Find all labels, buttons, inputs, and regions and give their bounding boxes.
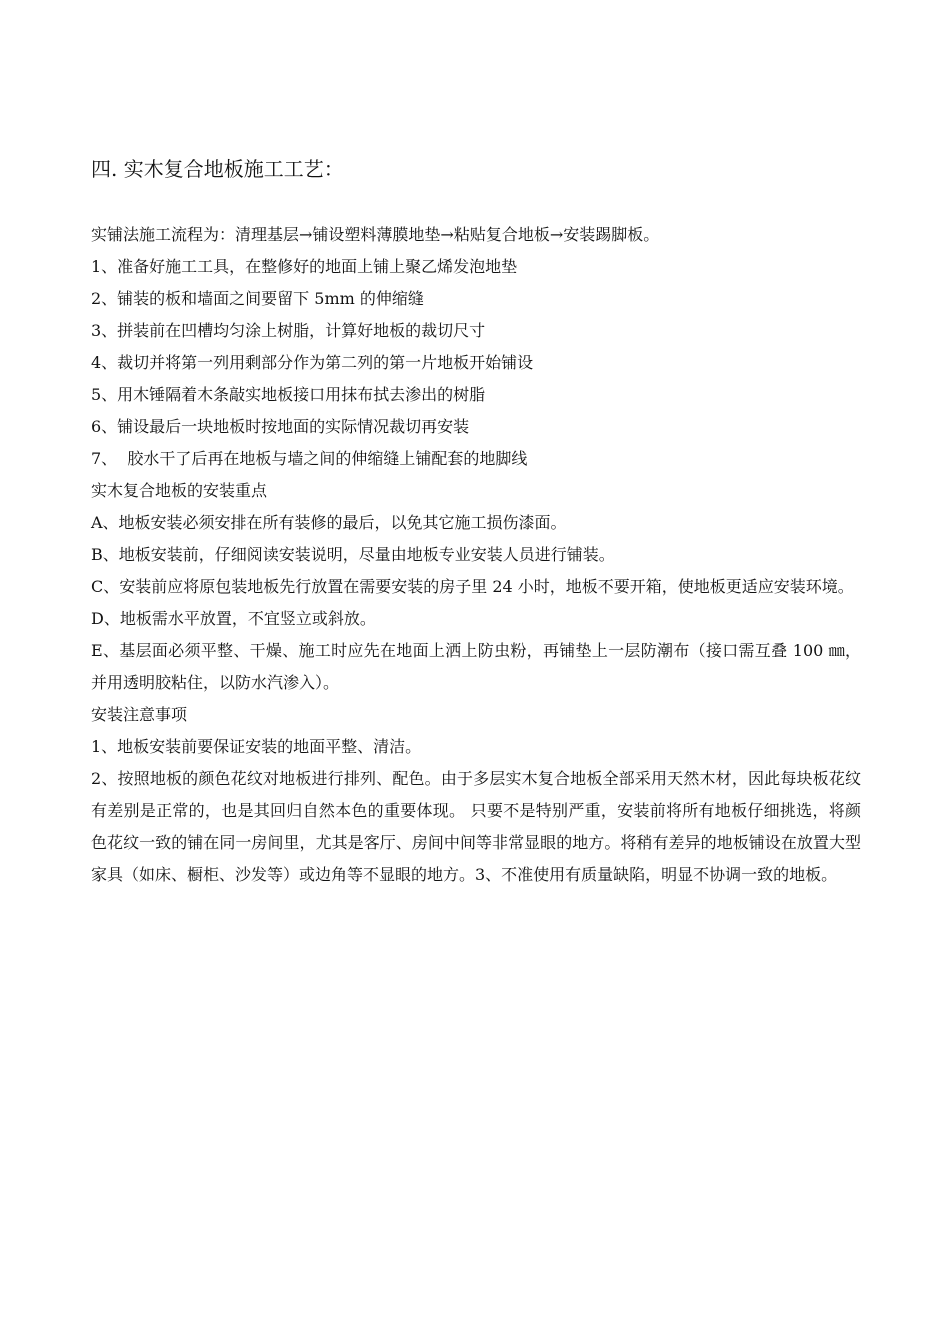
key-points-heading: 实木复合地板的安装重点 [91,481,268,500]
key-point-item: D、地板需水平放置，不宜竖立或斜放。 [91,609,376,628]
document-body [91,219,861,891]
step-item: 3、拼装前在凹槽均匀涂上树脂，计算好地板的裁切尺寸 [91,321,486,340]
key-point-item: E、基层面必须平整、干燥、施工时应先在地面上洒上防虫粉，再铺垫上一层防潮布（接口需互叠 100 ㎜，并用透明胶粘住，以防水汽渗入）。 [91,641,861,692]
note-item: 2、按照地板的颜色花纹对地板进行排列、配色。由于多层实木复合地板全部采用天然木材，因此每块板花纹有差别是正常的，也是其回归自然本色的重要体现。 只要不是特别严重，安装前将所有地板仔细挑选，将颜色花纹一致的铺在同一房间里，尤其是客厅、房间中间等非常显眼的地方。将稍有差异的地板铺设在放置大型 家具（如床、橱柜、沙发等）或边角等不显眼的地方。3、不准使用有质量缺陷，明显不协调一致的地板。 [91,769,861,884]
note-item: 1、地板安装前要保证安装的地面平整、清洁。 [91,737,422,756]
key-point-item: C、安装前应将原包装地板先行放置在需要安装的房子里 24 小时，地板不要开箱，使地板更适应安装环境。 [91,577,854,596]
step-item: 5、用木锤隔着木条敲实地板接口用抹布拭去渗出的树脂 [91,385,486,404]
step-item: 4、裁切并将第一列用剩部分作为第二列的第一片地板开始铺设 [91,353,534,372]
notes-heading: 安装注意事项 [91,705,188,724]
step-item: 7、 胶水干了后再在地板与墙之间的伸缩缝上铺配套的地脚线 [91,449,528,468]
step-item: 6、铺设最后一块地板时按地面的实际情况裁切再安装 [91,417,470,436]
step-item: 1、准备好施工工具，在整修好的地面上铺上聚乙烯发泡地垫 [91,257,518,276]
section-title: 四. 实木复合地板施工工艺： [91,157,344,181]
key-point-item: B、地板安装前，仔细阅读安装说明，尽量由地板专业安装人员进行铺装。 [91,545,615,564]
key-point-item: A、地板安装必须安排在所有装修的最后，以免其它施工损伤漆面。 [91,513,567,532]
process-intro: 实铺法施工流程为：清理基层→铺设塑料薄膜地垫→粘贴复合地板→安装踢脚板。 [91,225,660,244]
step-item: 2、铺装的板和墙面之间要留下 5mm 的伸缩缝 [91,289,424,308]
